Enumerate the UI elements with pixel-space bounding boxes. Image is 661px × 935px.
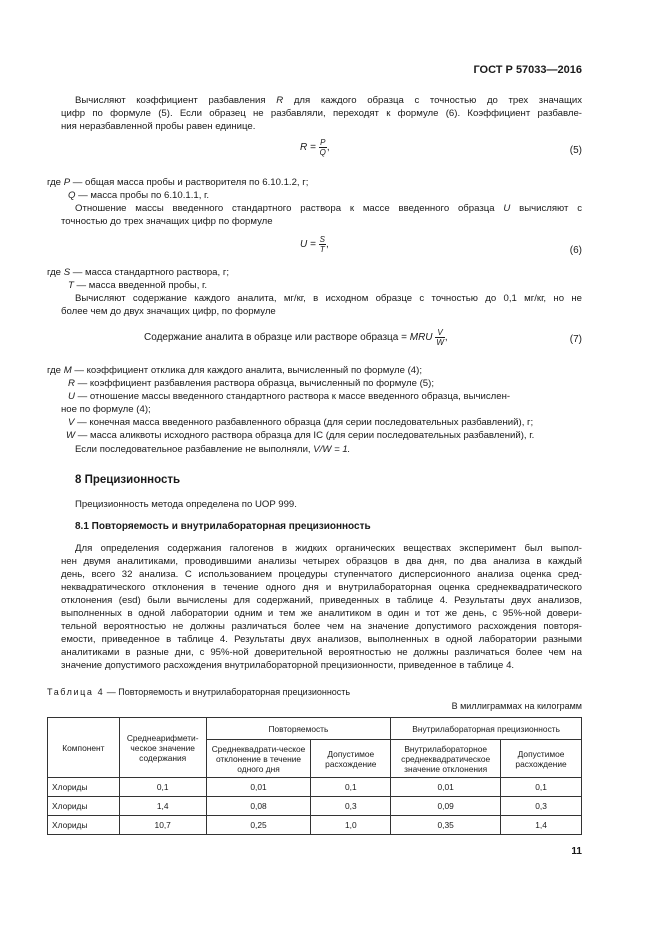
section-8-text: Прецизионность метода определена по UOP 999. <box>75 499 297 510</box>
last-dilution-note: Если последовательное разбавление не выполняли, V/W = 1. <box>75 444 351 455</box>
cell-intra-sd: 0,01 <box>391 778 501 797</box>
cell-repeat-sd: 0,08 <box>206 797 311 816</box>
formula-5: R = $\frac{P}{Q}$ , <box>300 138 330 157</box>
col-group-repeatability: Повторяемость <box>206 718 391 740</box>
cell-mean: 10,7 <box>119 816 206 835</box>
col-header-intra-sd: Внутрилабораторное среднеквадратическое значение отклонения <box>391 740 501 778</box>
equation-number-5: (5) <box>569 145 582 156</box>
cell-component: Хлориды <box>48 778 120 797</box>
table-caption: Таблица 4 — Повторяемость и внутрилабораторная прецизионность <box>47 687 351 697</box>
where-v: V — конечная масса введенного разбавленного образца (для серии последовательных разбавлений), г; <box>68 417 534 428</box>
cell-repeat-allow: 0,1 <box>311 778 391 797</box>
precision-line: тельной вероятностью не должны различаться более чем на значение допустимого расхождения повторя- <box>61 621 582 632</box>
cell-intra-sd: 0,35 <box>391 816 501 835</box>
paragraph-content-2: более чем до двух значащих цифр, по формуле <box>61 306 276 317</box>
cell-repeat-sd: 0,25 <box>206 816 311 835</box>
where-s: где S — масса стандартного раствора, г; <box>47 267 229 278</box>
section-8-1-title: 8.1 Повторяемость и внутрилабораторная прецизионность <box>75 521 371 532</box>
table-row <box>48 797 582 816</box>
table-row <box>48 778 582 797</box>
document-id: ГОСТ Р 57033—2016 <box>473 64 582 76</box>
table-units: В миллиграммах на килограмм <box>451 701 582 711</box>
cell-repeat-allow: 1,0 <box>311 816 391 835</box>
equation-number-7: (7) <box>569 334 582 345</box>
paragraph-dilution-1: Вычисляют коэффициент разбавления R для каждого образца с точностью до трех значащих <box>75 95 583 106</box>
paragraph-ratio-2: точностью до трех значащих цифр по формуле <box>61 216 273 227</box>
cell-component: Хлориды <box>48 816 120 835</box>
precision-line: неквадратического отклонения в течение одного дня и внутрилабораторная оценка среднеквадратического <box>61 582 582 593</box>
cell-mean: 0,1 <box>119 778 206 797</box>
col-header-mean: Среднеарифмети-ческое значение содержания <box>119 718 206 778</box>
precision-table <box>47 717 582 835</box>
formula-7: Содержание аналита в образце или растворе образца = MRU $\frac{V}{W}$ , <box>144 328 448 347</box>
precision-line: отклонения (esd) были вычислены для содержаний, приведенных в таблице 4. Результаты двух анализов, <box>61 595 582 606</box>
section-8-title: 8 Прецизионность <box>75 474 181 486</box>
where-u-cont: ное по формуле (4); <box>61 404 151 415</box>
precision-line: значение допустимого расхождения внутрилабораторной прецизионности, приведенное в таблице 4. <box>61 660 515 671</box>
where-t: T — масса введенной пробы, г. <box>68 280 208 291</box>
col-header-repeat-allow: Допустимое расхождение <box>311 740 391 778</box>
where-r: R — коэффициент разбавления раствора образца, вычисленный по формуле (5); <box>68 378 435 389</box>
page-number: 11 <box>571 846 582 857</box>
col-header-intra-allow: Допустимое расхождение <box>501 740 582 778</box>
col-header-repeat-sd: Среднеквадрати-ческое отклонение в течение одного дня <box>206 740 311 778</box>
precision-line: Для определения содержания галогенов в жидких органических веществах эксперимент был выпол- <box>75 543 582 554</box>
col-header-component: Компонент <box>48 718 120 778</box>
where-m: где M — коэффициент отклика для каждого аналита, вычисленный по формуле (4); <box>47 365 422 376</box>
cell-intra-allow: 0,3 <box>501 797 582 816</box>
paragraph-content-1: Вычисляют содержание каждого аналита, мг/кг, в исходном образце с точностью до 0,1 мг/кг, но не <box>75 293 582 304</box>
paragraph-dilution-3: ния неразбавленной пробы равен единице. <box>61 121 256 132</box>
cell-repeat-sd: 0,01 <box>206 778 311 797</box>
col-group-intralab: Внутрилабораторная прецизионность <box>391 718 582 740</box>
cell-component: Хлориды <box>48 797 120 816</box>
precision-line: нен двумя аналитиками, проводившими анализы четырех образцов в два дня, по два анализа в каждый <box>61 556 582 567</box>
formula-6: U = $\frac{S}{T}$ , <box>300 235 329 254</box>
paragraph-ratio-1: Отношение массы введенного стандартного раствора к массе введенного образца U вычисляют с <box>75 203 583 214</box>
table-row <box>48 816 582 835</box>
where-u: U — отношение массы введенного стандартного раствора к массе введенного образца, вычислен- <box>68 391 511 402</box>
precision-line: емости, приведенное в таблице 4. Результаты двух анализов, выполненных в одной лаборатории разными <box>61 634 582 645</box>
where-q: Q — масса пробы по 6.10.1.1, г. <box>68 190 210 201</box>
where-p: где P — общая масса пробы и растворителя по 6.10.1.2, г; <box>47 177 309 188</box>
cell-intra-allow: 1,4 <box>501 816 582 835</box>
precision-line: аналитиками в разные дни, с 95%-ной доверительной вероятностью не должны различаться более чем на <box>61 647 582 658</box>
cell-repeat-allow: 0,3 <box>311 797 391 816</box>
cell-mean: 1,4 <box>119 797 206 816</box>
where-w: W — масса аликвоты исходного раствора образца для IC (для серии последовательных разбавлений), г. <box>66 430 535 441</box>
cell-intra-allow: 0,1 <box>501 778 582 797</box>
precision-line: день, всего 32 анализа. С использованием процедуры ступенчатого дисперсионного анализа оценка сред- <box>61 569 582 580</box>
precision-line: выполненных в одной лаборатории одним и тем же аналитиком в один и тот же день, с 95%-ной довери- <box>61 608 582 619</box>
paragraph-dilution-2: цифр по формуле (5). Если образец не разбавляли, переходят к формуле (6). Коэффициент разбавле- <box>61 108 582 119</box>
cell-intra-sd: 0,09 <box>391 797 501 816</box>
equation-number-6: (6) <box>569 245 582 256</box>
